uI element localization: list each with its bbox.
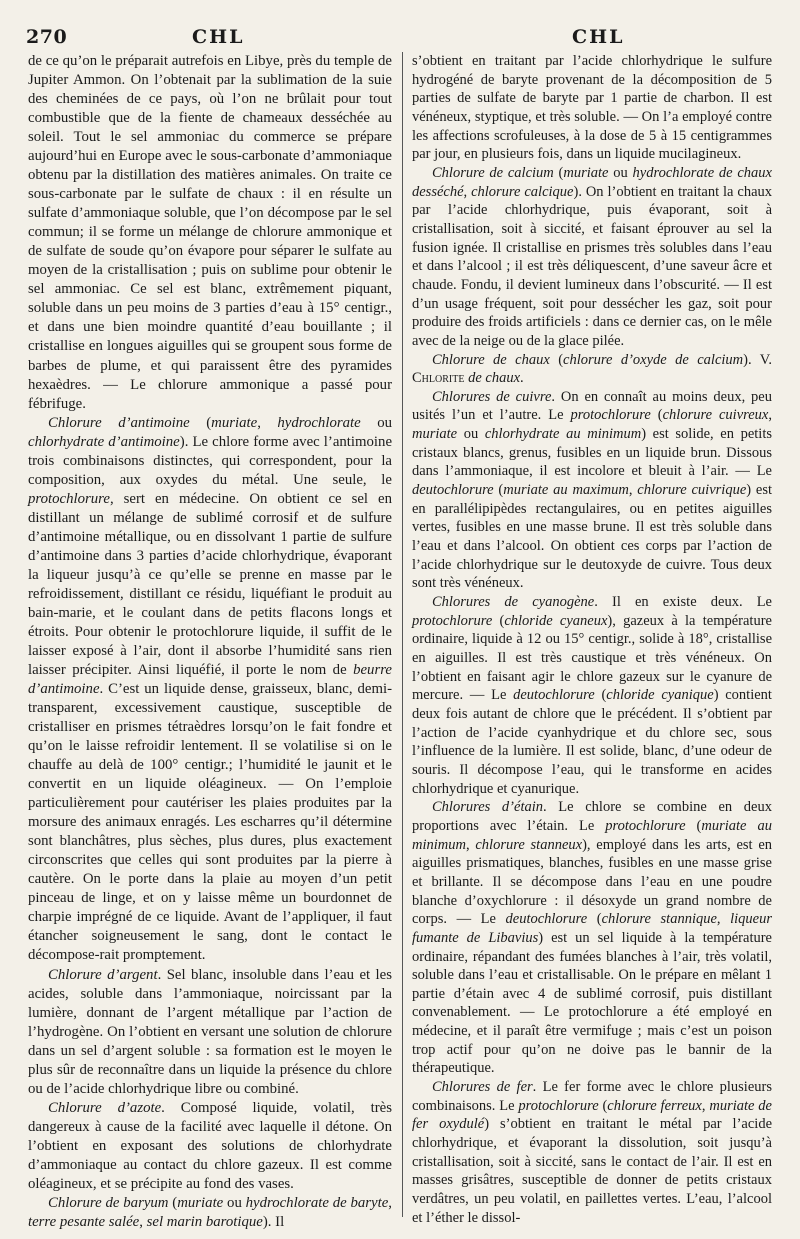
italic-term: protochlorure (518, 1097, 599, 1114)
italic-term: chlorhydrate d’antimoine (28, 433, 180, 450)
italic-term: muriate (563, 164, 609, 181)
text-run: ou (608, 164, 633, 181)
text-run: ) s’obtient en traitant le métal par l’acide chlorhydrique, et évaporant la dissolution, soit jusqu’à cristallisation, soit à siccité, sans le contact de l’air. Il est en masses grisâtres, susceptible de donner de petits cristaux verdâtres, un peu volatil, en paillettes vertes. L’eau, l’alcool et l’éther le dissol- (412, 1116, 773, 1226)
text-run: . Composé liquide, volatil, très dangereux à cause de la facilité avec laquelle il détone. On l’obtient en exposant des solutions de chlorhydrate d’ammoniaque au contact du chlore gazeux. Il est comme oléagineux, et se précipite au fond des vases. (28, 1099, 392, 1192)
text-run: , (701, 1097, 710, 1114)
text-run: de ce qu’on le préparait autrefois en Libye, près du temple de Jupiter Ammon. On l’obtenait par la sublimation de la suie des cheminées de ce pays, où l’on ne brûlait pour tout combustible que de la fiente de chameaux desséchée au soleil. Tout le sel ammoniac du commerce se prépare aujourd’hui en Europe avec le sous-carbonate d’ammoniaque obtenu par la distillation des matières animales. On traite ce sous-carbonate par le sulfate de chaux : il en résulte un sulfate d’ammoniaque soluble, que l’on décompose par le sel commun; il se forme un mélange de chlorure ammonique et de sulfate de soude qu’on évapore pour séparer le sulfate au moyen de la cristallisation ; puis on sublime pour obtenir le sel ammoniac. Ce sel est blanc, extrêmement piquant, soluble dans un peu moins de 3 parties d’eau à 15° centigr., et dans une bien moindre quantité d’eau bouillante ; il cristallise en longues aiguilles qui se groupent sous forme de barbes de plume, et qui paraissent être des pyramides hexaèdres. — Le chlorure ammonique a passé pour fébrifuge. (28, 53, 392, 412)
text-run: , (139, 1213, 147, 1230)
article-paragraph (412, 798, 772, 1078)
text-run: ). On l’obtient en traitant la chaux par l’acide chlorhydrique, puis évaporant, soit à cristallisation, soit à siccité, et faisant éprouver au sel la fusion ignée. Il cristallise en prismes très solubles dans l’eau et dans l’alcool ; il est très déliquescent, d’une saveur âcre et chaude. Fondu, il devient lumineux dans l’obscurité. — Il est d’un usage fréquent, soit pour dessécher les gaz, soit pour produire des froids artificiels : dans ce dernier cas, on le mêle avec de la neige ou de la glace pilée. (412, 183, 773, 349)
italic-term: Chlorure de calcium (432, 164, 554, 181)
italic-term: deutochlorure (505, 911, 588, 928)
page-header (26, 26, 780, 50)
text-run: ( (587, 911, 602, 928)
text-run: ( (553, 164, 564, 181)
italic-term: protochlorure (28, 490, 110, 507)
italic-term: Chlorure d’argent (48, 966, 158, 983)
article-paragraph (412, 351, 772, 388)
italic-term: muriate au minimum (412, 817, 772, 853)
small-caps-reference: Chlorite (412, 370, 465, 387)
text-run: ) est en parallélipipèdes rectangulaires, ou en petites aiguilles vertes, fusibles en une masse brune. Il est très soluble dans l’eau et dans l’alcool. On obtient ces corps par l’action de l’acide chlorhydrique sur le deutoxyde de cuivre. Tous deux sont très vénéneux. (412, 482, 773, 592)
text-run: , (628, 482, 638, 499)
italic-term: chlorure cuivrique (637, 482, 747, 499)
article-paragraph (28, 52, 392, 414)
italic-term: deutochlorure (513, 687, 595, 704)
right-column (412, 52, 772, 1227)
text-run: , (768, 407, 772, 424)
text-run: , (388, 1194, 392, 1211)
page-number: 270 (26, 26, 68, 48)
italic-term: Chlorures de cuivre (432, 388, 552, 405)
text-run: , (257, 414, 278, 431)
text-run: ), gazeux à la température ordinaire, liquide à 12 ou 15° centigr., solide à 18°, cristallise en aiguilles. Il est très caustique et très vénéneux. On l’obtient en faisant agir le chlore gazeux sur le cyanure de mercure. — Le (412, 612, 772, 704)
article-paragraph (28, 1099, 392, 1194)
article-paragraph (412, 52, 772, 164)
text-run: , (716, 911, 731, 928)
text-run: . On en connaît au moins deux, peu usités l’un et l’autre. Le (412, 388, 772, 424)
text-run: ), employé dans les arts, est en aiguilles prismatiques, blanches, fusibles en une masse grise et brillante. Il se décompose dans l’eau en une poudre blanche d’oxychlorure : il désoxyde un grand nombre de corps. — Le (412, 836, 773, 928)
italic-term: protochlorure (412, 612, 493, 629)
italic-term: chlorhydrate au minimum (484, 426, 642, 443)
italic-term: chloride cyaneux (504, 612, 608, 629)
italic-term: chlorure ferreux (607, 1097, 702, 1114)
text-run: ( (598, 1097, 608, 1114)
running-head-left: CHL (192, 26, 245, 48)
italic-term: deutochlorure (412, 482, 494, 499)
left-column (28, 52, 392, 1232)
italic-term: protochlorure (570, 407, 651, 424)
italic-term: terre pesante salée (28, 1213, 140, 1230)
text-run: . C’est un liquide dense, graisseux, blanc, demi-transparent, excessivement caustique, susceptible de cristalliser en prismes tétraèdres lorsqu’on le fait fondre et qu’on le laisse refroidir lentement. Il se volatilise si on le chauffe au delà de 100° centigr.; l’humidité le jaunit et le convertit en un liquide oléagineux. — On l’emploie particulièrement pour cautériser les plaies produites par la morsure des animaux enragés. Les escharres qu’il détermine sont blanchâtres, plus sèches, plus dures, plus exactement circonscrites que celles qui sont produites par la pierre à cautère. On le porte dans la plaie au moyen d’un petit pinceau de linge, et on y laisse même un bourdonnet de charpie imprégné de ce liquide. Avant de l’appliquer, il faut étancher soigneusement le sang, dont le contact le décompose-rait promptement. (28, 681, 392, 964)
italic-term: muriate (177, 1194, 224, 1211)
italic-term: muriate (211, 414, 258, 431)
text-run: ( (685, 817, 702, 834)
article-paragraph (28, 966, 392, 1099)
article-paragraph (28, 414, 392, 966)
text-run: , (463, 183, 472, 200)
italic-term: Chlorures de fer (432, 1079, 533, 1096)
text-run: . Il en existe deux. Le (594, 594, 772, 611)
text-run: ( (650, 407, 663, 424)
text-run: ( (168, 1194, 178, 1211)
italic-term: muriate de fer oxydulé (412, 1097, 772, 1133)
article-paragraph (412, 388, 772, 593)
text-run: , (465, 836, 476, 853)
italic-term: Chlorures d’étain (432, 799, 544, 816)
text-run: ( (492, 612, 505, 629)
italic-term: muriate (412, 426, 458, 443)
text-run: . Le fer forme avec le chlore plusieurs combinaisons. Le (412, 1079, 772, 1114)
text-run: ) est un sel liquide à la température ordinaire, répandant des fumées blanches à l’air, très volatil, soluble dans l’eau et cristallisable. On le prépare en mêlant 1 partie d’étain avec 4 de sublimé corrosif, puis distillant convenablement. — Le protochlorure a été employé en médecine, et il paraît être vermifuge ; mais c’est un poison trop actif pour qu’on ne doive pas le bannir de la thérapeutique. (412, 929, 772, 1077)
italic-term: hydrochlorate (277, 414, 361, 431)
italic-term: Chlorure d’antimoine (48, 414, 190, 431)
italic-term: Chlorure de baryum (48, 1194, 169, 1211)
text-run: ( (493, 482, 504, 499)
italic-term: hydrochlorate de baryte (245, 1194, 389, 1211)
text-run: ou (223, 1194, 246, 1211)
column-divider (402, 52, 403, 1217)
italic-term: hydrochlorate de chaux desséché (412, 164, 772, 200)
article-paragraph (412, 593, 772, 798)
text-run: s’obtient en traitant par l’acide chlorhydrique le sulfure hydrogéné de baryte provenant de la décomposition de 5 parties de sulfate de baryte par 1 partie de charbon. Il est vénéneux, styptique, et très soluble. — On l’a employé contre les affections scrofuleuses, à la dose de 5 à 15 centigrammes par jour, en plusieurs fois, dans un liquide mucilagineux. (412, 53, 772, 163)
italic-term: muriate au maximum (503, 482, 629, 499)
italic-term: chlorure cuivreux (662, 407, 769, 424)
text-run: ). Le chlore forme avec l’antimoine trois combinaisons distinctes, qui correspondent, pour la composition, aux oxydes du métal. Une seule, le (28, 433, 393, 488)
italic-term: chloride cyanique (606, 687, 714, 704)
italic-term: de chaux (468, 370, 521, 387)
italic-term: liqueur fumante de Libavius (412, 911, 773, 946)
text-run: . (520, 370, 524, 387)
article-paragraph (28, 1194, 392, 1232)
italic-term: chlorure stannique (601, 911, 717, 928)
article-paragraph (412, 1078, 772, 1227)
text-run: ou (360, 414, 392, 431)
text-run: ou (457, 426, 485, 443)
italic-term: chlorure d’oxyde de calcium (563, 351, 744, 368)
text-run: ( (594, 687, 607, 704)
italic-term: protochlorure (605, 817, 686, 834)
italic-term: chlorure calcique (471, 183, 574, 200)
text-run: ( (549, 351, 564, 368)
article-paragraph (412, 164, 772, 351)
italic-term: beurre d’antimoine (28, 662, 392, 698)
italic-term: Chlorure de chaux (432, 351, 550, 368)
text-run: . Sel blanc, insoluble dans l’eau et les acides, soluble dans l’ammoniaque, noircissant par la lumière, donnant de l’argent métallique par l’action de l’hydrogène. On l’obtient en versant une solution de chlorure dans un sel d’argent soluble : sa formation est le moyen le plus sûr de reconnaître dans un liquide la présence du chlore ou de l’acide chlorhydrique libre ou combiné. (28, 966, 392, 1097)
text-run: ) est solide, en petits cristaux blancs, grenus, fusibles en un liquide brun. Dissous dans l’ammoniaque, il est incolore et bleuit à l’air. — Le (412, 426, 772, 480)
text-run: . Le chlore se combine en deux proportions avec l’étain. Le (412, 799, 772, 834)
text-run: ). V. (743, 351, 772, 368)
text-run: ). Il (262, 1213, 285, 1230)
text-run: ( (189, 414, 212, 431)
text-run: , sert en médecine. On obtient ce sel en distillant un mélange de sublimé corrosif et de sulfure d’antimoine métallique, ou en dissolvant 1 partie de sulfure d’antimoine dans 3 parties d’acide chlorhydrique, évaporant la liqueur jusqu’à ce qu’elle se prenne en masse par le refroidissement, distillant ce résidu, liquéfiant le produit au bain-marie, et le coulant dans de petits flacons longs et étroits. Pour obtenir le protochlorure liquide, il suffit de le laisser exposé à l’air, dont il absorbe l’humidité sans rien laisser précipiter. Ainsi liquéfié, il porte le nom de (28, 490, 392, 678)
running-head-right: CHL (572, 26, 625, 48)
italic-term: Chlorure d’azote (48, 1099, 162, 1116)
italic-term: chlorure stanneux (475, 836, 583, 853)
italic-term: Chlorures de cyanogène (432, 594, 595, 611)
italic-term: sel marin barotique (146, 1213, 263, 1230)
text-run: ) contient deux fois autant de chlore que le précédent. Il s’obtient par l’action de l’acide cyanhydrique et du chlore sec, sous l’influence de la lumière. Il est solide, blanc, d’une odeur de souris. Il décompose l’eau, qui le transforme en acides chlorhydrique et cyanurique. (412, 687, 772, 797)
